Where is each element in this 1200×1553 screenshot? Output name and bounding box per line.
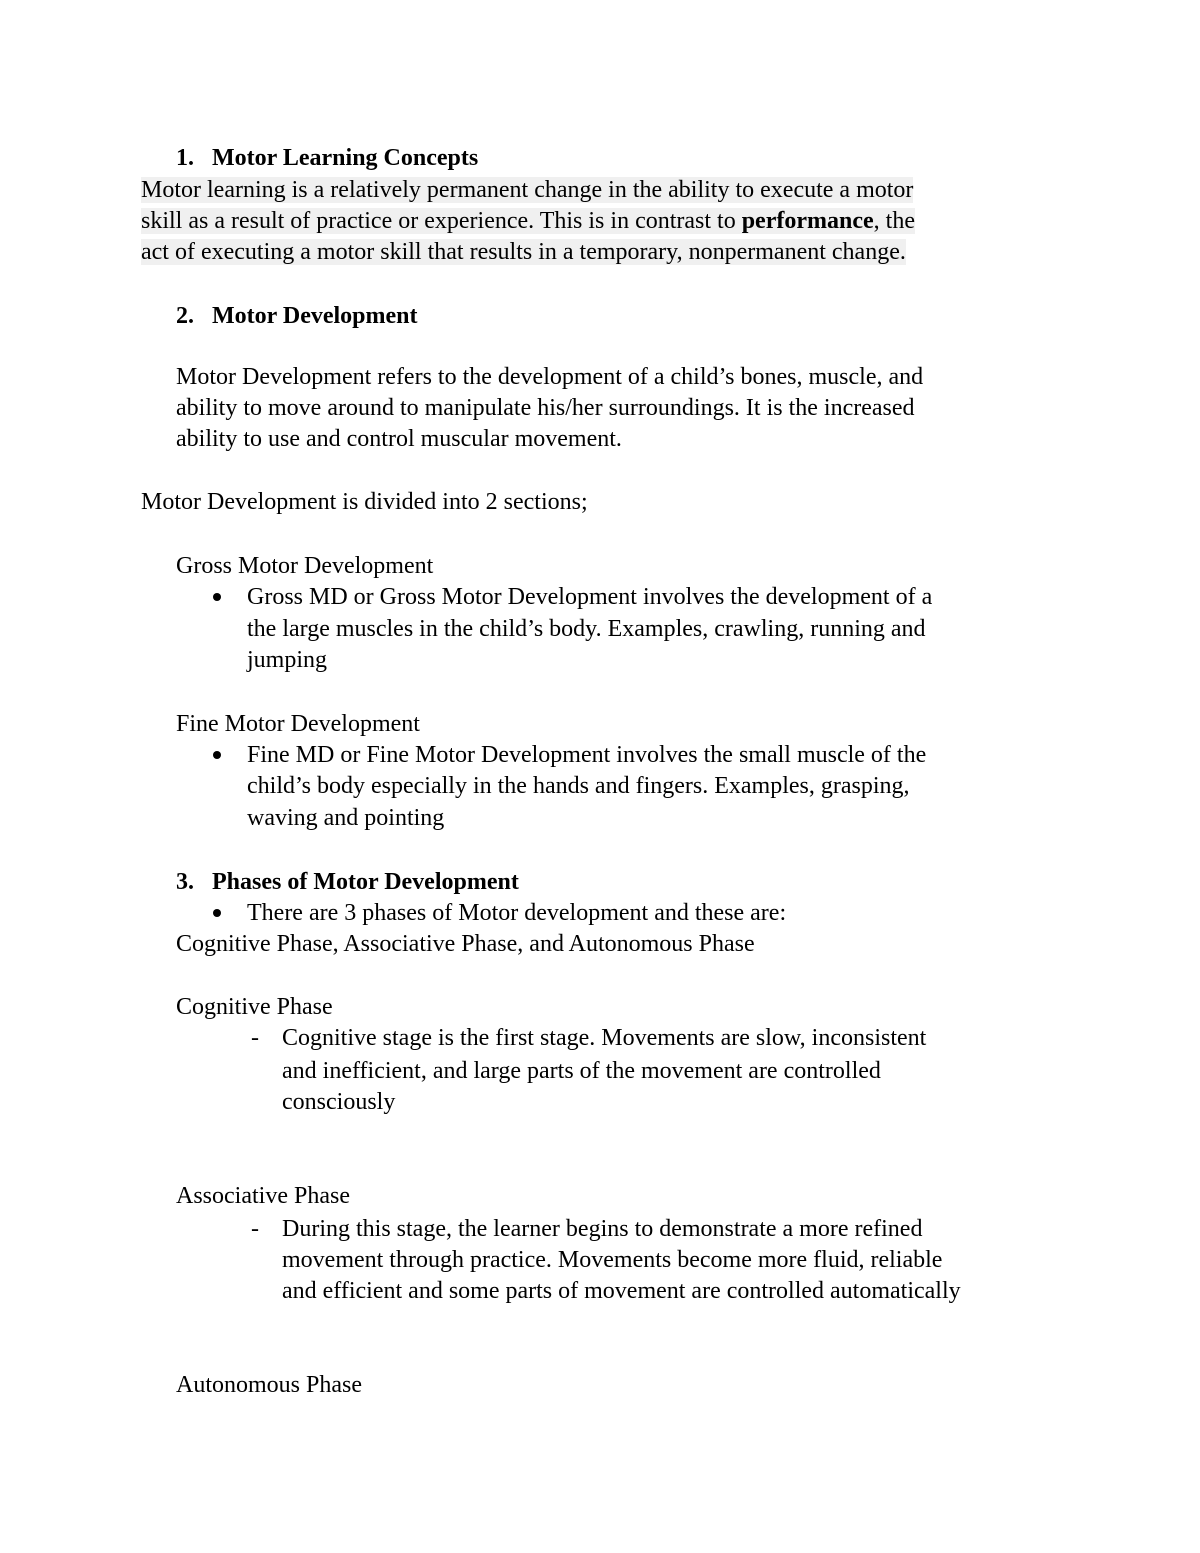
bullet-text: Gross MD or Gross Motor Development involves the development of a: [247, 584, 933, 610]
subheading-associative-phase: Associative Phase: [176, 1183, 350, 1209]
heading-text: Motor Development: [212, 303, 418, 329]
paragraph-line: [141, 237, 906, 268]
highlighted-text: skill as a result of practice or experience. This is in contrast to: [141, 208, 742, 234]
dash-item-text: During this stage, the learner begins to demonstrate a more refined: [282, 1216, 923, 1242]
paragraph-line: ability to move around to manipulate his/her surroundings. It is the increased: [176, 395, 915, 421]
highlighted-text: act of executing a motor skill that results in a temporary, nonpermanent change.: [141, 239, 906, 265]
section-heading-motor-learning: [176, 143, 478, 174]
list-number: 2.: [176, 303, 194, 329]
heading-text: Motor Learning Concepts: [212, 145, 479, 171]
highlighted-text: Motor learning is a relatively permanent change in the ability to execute a motor: [141, 177, 914, 203]
bullet-icon: [213, 593, 221, 601]
paragraph-line: [141, 206, 915, 237]
list-number: 1.: [176, 145, 194, 171]
bullet-text: child’s body especially in the hands and fingers. Examples, grasping,: [247, 773, 910, 799]
section-heading-motor-development: [176, 301, 418, 332]
dash-bullet-icon: -: [251, 1216, 259, 1242]
bullet-text: waving and pointing: [247, 805, 445, 831]
section-heading-phases: [176, 867, 519, 898]
dash-item-text: consciously: [282, 1089, 396, 1115]
subheading-autonomous-phase: Autonomous Phase: [176, 1372, 362, 1398]
heading-text: Phases of Motor Development: [212, 869, 519, 895]
dash-item-text: and inefficient, and large parts of the movement are controlled: [282, 1058, 881, 1084]
bullet-text: There are 3 phases of Motor development and these are:: [247, 900, 787, 926]
list-number: 3.: [176, 869, 194, 895]
paragraph-line: [141, 175, 913, 206]
paragraph-line: Motor Development is divided into 2 sections;: [141, 489, 588, 515]
subheading-cognitive-phase: Cognitive Phase: [176, 994, 333, 1020]
paragraph-line: Cognitive Phase, Associative Phase, and Autonomous Phase: [176, 931, 755, 957]
bullet-icon: [213, 751, 221, 759]
highlighted-text: , the: [873, 208, 915, 234]
dash-item-text: and efficient and some parts of movement are controlled automatically: [282, 1278, 961, 1304]
bullet-text: the large muscles in the child’s body. Examples, crawling, running and: [247, 616, 926, 642]
paragraph-line: Motor Development refers to the development of a child’s bones, muscle, and: [176, 364, 924, 390]
paragraph-line: ability to use and control muscular movement.: [176, 426, 622, 452]
subheading-fine-motor: Fine Motor Development: [176, 711, 420, 737]
dash-item-text: Cognitive stage is the first stage. Movements are slow, inconsistent: [282, 1025, 927, 1051]
bullet-icon: [213, 909, 221, 917]
dash-bullet-icon: -: [251, 1025, 259, 1051]
subheading-gross-motor: Gross Motor Development: [176, 553, 434, 579]
bold-term-performance: performance: [741, 208, 874, 234]
bullet-text: Fine MD or Fine Motor Development involves the small muscle of the: [247, 742, 927, 768]
bullet-text: jumping: [247, 647, 328, 673]
dash-item-text: movement through practice. Movements become more fluid, reliable: [282, 1247, 943, 1273]
